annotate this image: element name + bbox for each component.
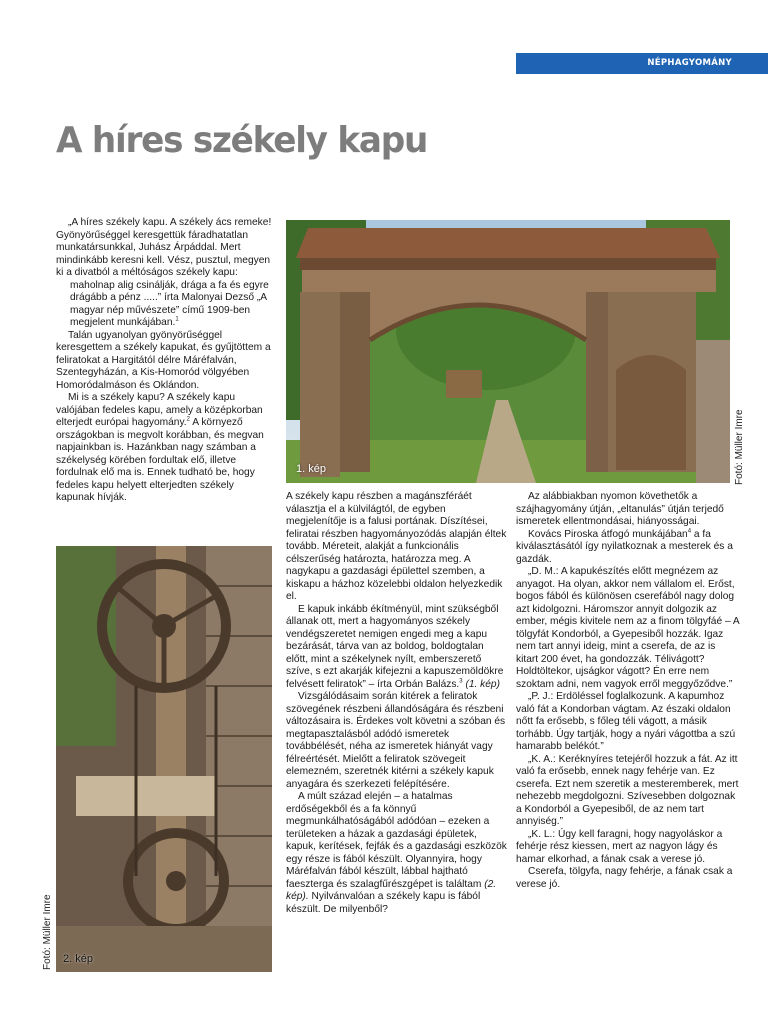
footnote-marker: 2 [186, 416, 190, 423]
footnote-marker: 4 [687, 528, 692, 535]
paragraph: Talán ugyanolyan gyönyörűséggel keresgettem a székely kapukat, és gyűjtöttem a feliratokat a Hargitától délre Máréfalván, Szentegyházán, a Kis-Homoród völgyében Homoródalmáson és Oklándon. [56, 329, 271, 391]
paragraph: Cserefa, tölgyfa, nagy fehérje, a fának csak a verese jó. [516, 866, 733, 890]
footnote-marker: 1 [175, 316, 179, 323]
photo-2-caption: 2. kép [63, 953, 93, 965]
paragraph: Vizsgálódásaim során kitérek a feliratok szövegének részbeni állandóságára és részbeni változásaira is. Érdekes volt követni a szóban és megtapasztalásból adódó ismeretek továbbélését, néha az ismeretek hiányát vagy félreértését. Mielőtt a feliratok szövegeit elemezném, szeretnék kitérni a székely kapuk anyagára és szerkezeti felépítésére. [286, 691, 506, 790]
section-label: NÉPHAGYOMÁNY [516, 53, 768, 74]
text-column-2 [286, 491, 508, 916]
paragraph: „D. M.: A kapukészítés előtt megnézem az anyagot. Ha olyan, akkor nem vállalom el. Erőst, bogos fából és különösen cserefából nagy dolog azt kidolgozni. Háromszor annyit dolgozik az ember, mégis kivitele nem az a finom tölgyfáé – A tölgyfát Kondorból, a Gyepesiből hozzák. Igaz nem tart annyi ideig, mint a cserefa, de az is kitart 200 évet, ha gondozzák. Télivágott? Holdtöltekor, ujságkor vágott? Én erre nem szoktam adni, nem vagyok erről meggyőződve.” [516, 566, 740, 690]
paragraph: A múlt század elején – a hatalmas erdőségekből és a fa könnyű megmunkálhatóságából adódóan – ezeken a területeken a házak a gazdasági épületek, kapuk, kerítések, fejfák és a gazdasági eszközök egy része is fából készült. Olyannyira, hogy Máréfalván fából készült, lábbal hajtható faeszterga és szalagfűrészgépet is találtam (2. kép). Nyilvánvalóan a székely kapu is fából készült. De milyenből? [286, 791, 507, 915]
photo-reference: (1. kép) [465, 678, 500, 690]
photo-2-credit: Fotó: Müller Imre [42, 894, 53, 970]
paragraph: „K. L.: Úgy kell faragni, hogy nagyoláskor a fehérje rész kiessen, mert az nagyon lágy és hamar elkorhad, a fának csak a verese jó. [516, 828, 723, 865]
paragraph: „P. J.: Erdöléssel foglalkozunk. A kapumhoz való fát a Kondorban vágtam. Az északi oldalon nőtt fa erősebb, s főleg téli vágott, a másik torhább. Úgy tartják, hogy a nyári vágottba a szú hamarabb belékót.” [516, 691, 736, 752]
text-column-1 [56, 217, 274, 505]
gate-photo [286, 220, 730, 483]
paragraph: maholnap alig csinálják, drága a fa és egyre drágább a pénz .....” írta Malonyai Dezső „A magyar nép művészete” című 1909-ben megjelent munkájában.$^1$ [70, 279, 269, 328]
paragraph: Mi is a székely kapu? A székely kapu valójában fedeles kapu, amely a középkorban elterjedt európai hagyomány.$^2$ A környező országokban is megvolt korábban, és megvan napjainkban is. Hazánkban nagy számban a székelység körében fordultak elő, illetve fordulnak elő ma is. Ennek tudható be, hogy fedeles kapu helyett elterjedten székely kapunak hívják. [56, 392, 264, 503]
band-saw-photo [56, 546, 272, 972]
paragraph: „K. A.: Keréknyíres tetejéről hozzuk a fát. Az itt való fa erősebb, ennek nagy fehérje van. Ez cserefa. Ezt nem szeretik a mesteremberek, mert nehezebb megdolgozni. Szívesebben dolgoznak a Kondorból a Gyepesiből, de az nem tart annyiség.” [516, 753, 739, 827]
text-column-3 [516, 491, 740, 891]
paragraph: E kapuk inkább ékítményül, mint szükségből állanak ott, mert a hagyományos székely vendégszeretet nemigen engedi meg a kapu bezárását, tárva van az boldog, boldogtalan előtt, mint a székelynek nyílt, emberszerető szíve, s ezt akarják kifejezni a kapuszemöldökre felvésett feliratok” – írta Orbán Balázs.$^3$ (1. kép) [286, 603, 504, 690]
photo-1-caption: 1. kép [296, 463, 326, 475]
paragraph: A székely kapu részben a magánszféráét választja el a külvilágtól, de egyben megjelenítője is a falusi portának. Díszítései, feliratai részben hagyományozódás alapján éltek tovább. Méreteit, alakját a funkcionális célszerűség határozta, határozza meg. A nagykapu a gazdasági épülettel szemben, a kiskapu a házhoz közelebbi oldalon helyezkedik el. [286, 491, 507, 602]
photo-1-credit: Fotó: Müller Imre [734, 409, 745, 485]
paragraph: „A híres székely kapu. A székely ács remeke! Gyönyörűséggel keresgettük fáradhatatlan munkatársunkkal, Juhász Árpáddal. Mert mindinkább keresni kell. Vész, pusztul, megyen ki a divatból a méltóságos székely kapu: [56, 217, 272, 278]
paragraph: Az alábbiakban nyomon követhetők a szájhagyomány útján, „eltanulás” útján terjedő ismeretek ellentmondásai, hiányosságai. [516, 491, 724, 527]
article-title: A híres székely kapu [56, 120, 428, 161]
photo-reference: (2. kép). [286, 878, 497, 902]
footnote-marker: 3 [459, 678, 463, 685]
paragraph: Kovács Piroska átfogó munkájában$^4$ a fa kiválasztásától így nyilatkoznak a mesterek és a gazdák. [516, 528, 733, 565]
